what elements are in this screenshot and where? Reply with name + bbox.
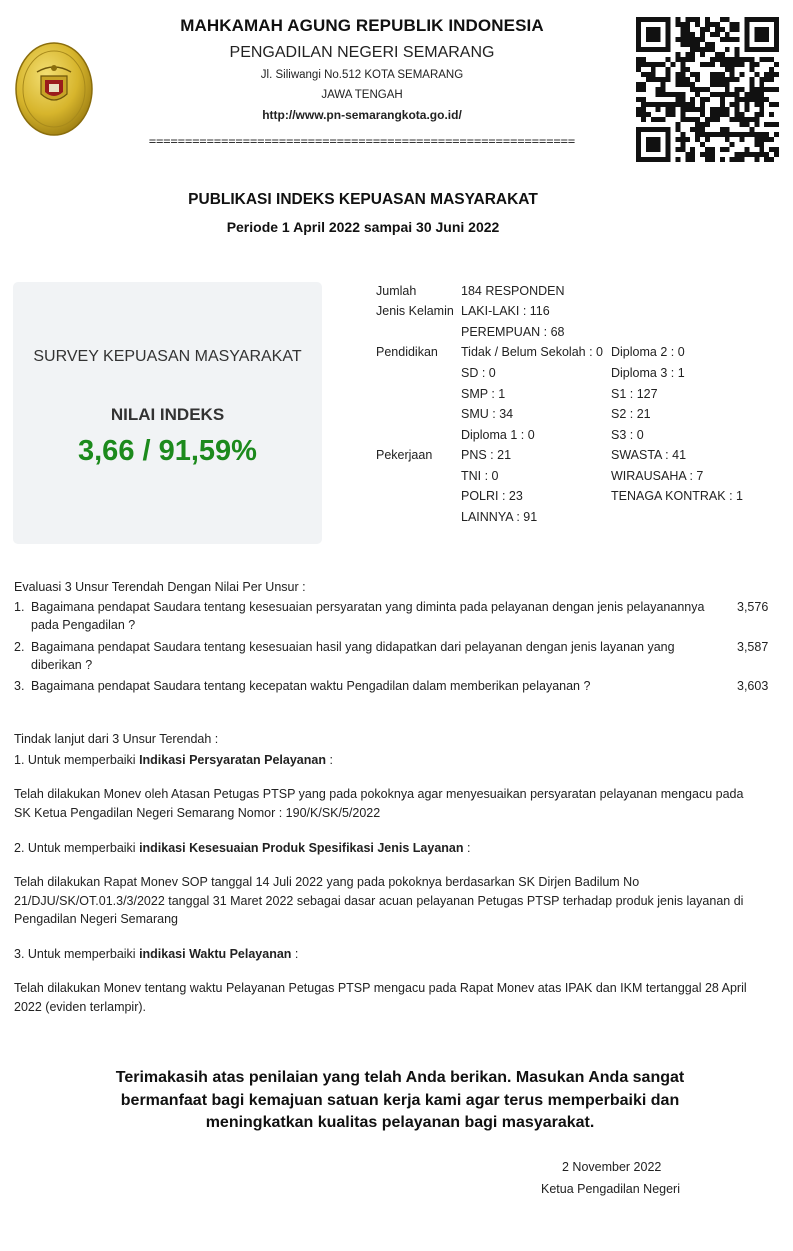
evaluation-question-cont: pada Pengadilan ? bbox=[31, 618, 136, 632]
followup-indicator: Indikasi Persyaratan Pelayanan bbox=[139, 753, 326, 767]
education-item: SMU : 34 bbox=[461, 407, 514, 421]
qr-code-icon bbox=[636, 17, 779, 162]
followup-prefix: 2. Untuk memperbaiki bbox=[14, 841, 140, 855]
followup-text-line: 21/DJU/SK/OT.01.3/3/2022 tanggal 31 Maret 2022 sebagai dasar acuan pelayanan Petugas PTSP terhadap produk jenis layanan di bbox=[14, 894, 744, 908]
court-website-link[interactable]: http://www.pn-semarangkota.go.id/ bbox=[262, 108, 462, 122]
score-card bbox=[13, 282, 322, 544]
gender-label: Jenis Kelamin bbox=[376, 304, 454, 318]
followup-text-line: Telah dilakukan Monev oleh Atasan Petugas PTSP yang pada pokoknya agar menyesuaikan persyaratan pelayanan mengacu pada bbox=[14, 787, 744, 801]
publication-title: PUBLIKASI INDEKS KEPUASAN MASYARAKAT bbox=[188, 191, 538, 208]
followup-suffix: : bbox=[463, 841, 471, 855]
followup-heading: Tindak lanjut dari 3 Unsur Terendah : bbox=[14, 732, 219, 746]
score-card-label: SURVEY KEPUASAN MASYARAKAT bbox=[33, 348, 302, 365]
education-item: Tidak / Belum Sekolah : 0 bbox=[461, 345, 603, 359]
jumlah-value: 184 RESPONDEN bbox=[461, 284, 565, 298]
court-logo-icon bbox=[15, 42, 93, 136]
job-item: WIRAUSAHA : 7 bbox=[611, 469, 704, 483]
followup-suffix: : bbox=[325, 753, 333, 767]
education-item: Diploma 1 : 0 bbox=[461, 428, 535, 442]
job-item: PNS : 21 bbox=[461, 448, 512, 462]
court-province: JAWA TENGAH bbox=[321, 89, 403, 101]
index-value: 3,66 / 91,59% bbox=[78, 435, 257, 467]
education-item: SMP : 1 bbox=[461, 387, 506, 401]
followup-prefix: 3. Untuk memperbaiki bbox=[14, 947, 140, 961]
education-item: Diploma 2 : 0 bbox=[611, 345, 685, 359]
followup-text-line: Telah dilakukan Rapat Monev SOP tanggal 14 Juli 2022 yang pada pokoknya berdasarkan SK Dirjen Badilum No bbox=[14, 875, 640, 889]
job-item: SWASTA : 41 bbox=[611, 448, 687, 462]
court-name: PENGADILAN NEGERI SEMARANG bbox=[229, 44, 495, 61]
followup-text-line: Pengadilan Negeri Semarang bbox=[14, 912, 178, 926]
signatory-title: Ketua Pengadilan Negeri bbox=[541, 1182, 680, 1196]
jumlah-label: Jumlah bbox=[376, 284, 417, 298]
institution-title: MAHKAMAH AGUNG REPUBLIK INDONESIA bbox=[180, 16, 544, 35]
followup-text-line: 2022 (eviden terlampir). bbox=[14, 1000, 147, 1014]
gender-female: PEREMPUAN : 68 bbox=[461, 325, 565, 339]
header-separator: =========================================================== bbox=[148, 134, 576, 148]
followup-text-line: SK Ketua Pengadilan Negeri Semarang Nomor : 190/K/SK/5/2022 bbox=[14, 806, 381, 820]
evaluation-question: Bagaimana pendapat Saudara tentang kesesuaian persyaratan yang diminta pada pelayanan dengan jenis pelayanannya bbox=[31, 600, 705, 614]
education-item: S3 : 0 bbox=[611, 428, 644, 442]
followup-indicator: indikasi Waktu Pelayanan bbox=[139, 947, 292, 961]
followup-prefix: 1. Untuk memperbaiki bbox=[14, 753, 140, 767]
job-item: TNI : 0 bbox=[461, 469, 499, 483]
education-label: Pendidikan bbox=[376, 345, 438, 359]
evaluation-question: Bagaimana pendapat Saudara tentang kecepatan waktu Pengadilan dalam memberikan pelayanan ? bbox=[31, 679, 591, 693]
job-item: POLRI : 23 bbox=[461, 489, 523, 503]
followup-item-title bbox=[14, 839, 470, 857]
followup-suffix: : bbox=[291, 947, 299, 961]
evaluation-score: 3,576 bbox=[737, 600, 769, 614]
job-item: LAINNYA : 91 bbox=[461, 510, 538, 524]
gender-male: LAKI-LAKI : 116 bbox=[461, 304, 550, 318]
court-address: Jl. Siliwangi No.512 KOTA SEMARANG bbox=[260, 69, 464, 81]
publication-period: Periode 1 April 2022 sampai 30 Juni 2022 bbox=[226, 219, 500, 235]
followup-text-line: Telah dilakukan Monev tentang waktu Pelayanan Petugas PTSP mengacu pada Rapat Monev atas IPAK dan IKM tertanggal 28 April bbox=[14, 981, 747, 995]
evaluation-score: 3,603 bbox=[737, 679, 769, 693]
job-item: TENAGA KONTRAK : 1 bbox=[611, 489, 743, 503]
document-date: 2 November 2022 bbox=[562, 1160, 662, 1174]
education-item: S2 : 21 bbox=[611, 407, 651, 421]
evaluation-number: 3. bbox=[14, 679, 25, 693]
followup-item-title bbox=[14, 751, 333, 769]
evaluation-question-cont: diberikan ? bbox=[31, 658, 93, 672]
followup-item-title bbox=[14, 945, 298, 963]
education-item: Diploma 3 : 1 bbox=[611, 366, 685, 380]
job-label: Pekerjaan bbox=[376, 448, 433, 462]
education-item: S1 : 127 bbox=[611, 387, 658, 401]
education-item: SD : 0 bbox=[461, 366, 496, 380]
followup-indicator: indikasi Kesesuaian Produk Spesifikasi Jenis Layanan bbox=[139, 841, 464, 855]
evaluation-heading: Evaluasi 3 Unsur Terendah Dengan Nilai Per Unsur : bbox=[14, 580, 306, 594]
evaluation-number: 2. bbox=[14, 640, 25, 654]
evaluation-number: 1. bbox=[14, 600, 25, 614]
score-card-subtitle: NILAI INDEKS bbox=[110, 405, 225, 424]
thank-you-message: Terimakasih atas penilaian yang telah Anda berikan. Masukan Anda sangat bermanfaat bagi kemajuan satuan kerja kami agar terus memperbaiki dan meningkatkan kualitas pelayanan bagi masyarakat. bbox=[115, 1069, 685, 1131]
evaluation-score: 3,587 bbox=[737, 640, 769, 654]
evaluation-question: Bagaimana pendapat Saudara tentang kesesuaian hasil yang didapatkan dari pelayanan dengan jenis layanan yang bbox=[31, 640, 675, 654]
